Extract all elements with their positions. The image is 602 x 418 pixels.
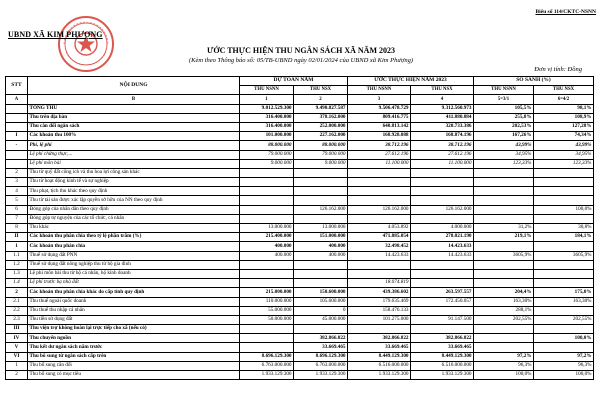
subheader-cell: THU NSX [294, 86, 348, 95]
table-cell: 150.600.000 [294, 288, 348, 297]
table-row [6, 269, 594, 278]
table-cell: 126.162.000 [348, 205, 411, 214]
table-cell: Thu trên địa bàn [28, 113, 240, 122]
table-cell: 97,2% [474, 352, 534, 361]
document-subtitle: (Kèm theo Thông báo số: 05/TB-UBND ngày 02/01/2024 của UBND xã Kim Phượng) [188, 57, 414, 64]
table-cell: VI [6, 352, 28, 361]
table-cell [411, 178, 474, 187]
table-cell [294, 279, 348, 288]
table-cell: Các khoản thu phân chia khác do cấp tỉnh quy định [28, 288, 240, 297]
table-cell: 1.933.129.300 [240, 371, 294, 380]
table-cell: 382.866.822 [294, 334, 348, 343]
subheader-cell: THU NSNN [348, 86, 411, 95]
table-row [6, 196, 594, 205]
table-cell: Lệ phí trước bạ nhà đất [28, 279, 240, 288]
table-cell: 263.597.557 [411, 288, 474, 297]
table-cell: 43,99% [534, 141, 594, 150]
table-cell: 163,30% [534, 297, 594, 306]
table-cell: Thu chuyển nguồn [28, 334, 240, 343]
table-cell [240, 260, 294, 269]
table-cell: V [6, 343, 28, 352]
table-cell: 88.000.000 [240, 141, 294, 150]
table-cell: Thu viện trợ không hoàn lại trực tiếp cho xã (nếu có) [28, 325, 240, 334]
table-cell: 27.612.196 [348, 150, 411, 159]
table-cell [534, 214, 594, 223]
table-cell [348, 168, 411, 177]
official-seal-icon [56, 14, 116, 74]
table-cell [6, 104, 28, 113]
index-cell: 5=3/1 [474, 95, 534, 104]
table-cell: 252.000.000 [294, 122, 348, 131]
table-cell: 184,1% [534, 233, 594, 242]
table-cell: 79.000.000 [294, 150, 348, 159]
table-cell: 400.000 [240, 242, 294, 251]
table-cell [348, 325, 411, 334]
table-cell: 14.423.633 [411, 242, 474, 251]
table-row [6, 306, 594, 315]
index-cell: 3 [348, 95, 411, 104]
table-cell: 34,95% [474, 150, 534, 159]
table-cell [474, 325, 534, 334]
table-cell: 108,9% [534, 113, 594, 122]
table-cell [534, 242, 594, 251]
table-cell [534, 196, 594, 205]
table-cell [6, 150, 28, 159]
table-cell: 167,26% [474, 132, 534, 141]
table-row [6, 251, 594, 260]
table-cell: 50.000.000 [240, 315, 294, 324]
table-cell: 215.400.000 [240, 233, 294, 242]
table-cell: Thu bổ sung cân đối [28, 361, 240, 370]
table-cell [348, 269, 411, 278]
table-cell [534, 187, 594, 196]
table-cell [348, 214, 411, 223]
table-cell [411, 306, 474, 315]
index-cell: 4 [411, 95, 474, 104]
table-cell: 382.866.822 [411, 334, 474, 343]
table-cell [294, 196, 348, 205]
table-cell: 316.400.000 [240, 113, 294, 122]
table-row [6, 334, 594, 343]
table-cell: Lệ phí chứng thực,... [28, 150, 240, 159]
table-cell [534, 325, 594, 334]
table-row [6, 325, 594, 334]
table-cell: 2.1 [6, 297, 28, 306]
table-cell [474, 178, 534, 187]
table-cell: - [6, 141, 28, 150]
table-cell [534, 260, 594, 269]
table-cell: 163,30% [474, 297, 534, 306]
table-cell: 158.476.133 [348, 306, 411, 315]
table-cell: 2 [6, 371, 28, 380]
table-cell [348, 178, 411, 187]
table-cell: TỔNG THU [28, 104, 240, 113]
table-row [6, 315, 594, 324]
table-cell: 2.2 [6, 306, 28, 315]
table-row [6, 297, 594, 306]
table-cell [240, 214, 294, 223]
table-cell: IV [6, 334, 28, 343]
table-cell [294, 214, 348, 223]
table-row [6, 224, 594, 233]
table-cell: III [6, 325, 28, 334]
table-cell: 14.423.633 [411, 251, 474, 260]
table-cell: 11.100.000 [411, 159, 474, 168]
table-cell: 34,95% [534, 150, 594, 159]
table-cell: 5 [6, 196, 28, 205]
table-cell: 101.275.000 [348, 315, 411, 324]
table-cell: 202,55% [534, 315, 594, 324]
table-row [6, 361, 594, 370]
table-cell: 320.733.386 [411, 122, 474, 131]
index-cell: 1 [240, 95, 294, 104]
table-cell [240, 325, 294, 334]
table-cell: 126.162.000 [294, 205, 348, 214]
table-cell [411, 214, 474, 223]
table-cell: 123,33% [534, 159, 594, 168]
table-cell: 0 [294, 306, 348, 315]
table-cell [6, 122, 28, 131]
table-cell: 809.416.775 [348, 113, 411, 122]
table-cell: Thuế sử dụng đất nông nghiệp thu từ hộ gia đình [28, 260, 240, 269]
table-cell: 100,0% [534, 205, 594, 214]
table-cell [474, 242, 534, 251]
table-cell: 6.763.000.000 [294, 361, 348, 370]
budget-table-body [6, 104, 594, 380]
table-cell: Lệ phí môn bài [28, 159, 240, 168]
table-cell: 204,4% [474, 288, 534, 297]
table-row [6, 178, 594, 187]
table-cell: 18.074.819 [348, 279, 411, 288]
table-cell [474, 260, 534, 269]
table-cell: Phí, lệ phí [28, 141, 240, 150]
table-cell [534, 343, 594, 352]
table-cell: I [6, 132, 28, 141]
table-cell [534, 306, 594, 315]
table-cell [534, 269, 594, 278]
table-cell [474, 343, 534, 352]
index-cell: B [28, 95, 240, 104]
header-compare: SO SÁNH (%) [474, 77, 594, 86]
table-cell [240, 334, 294, 343]
table-cell: 3 [6, 178, 28, 187]
table-cell [294, 178, 348, 187]
table-cell [474, 334, 534, 343]
table-cell: 14.423.633 [348, 251, 411, 260]
table-cell [534, 178, 594, 187]
table-cell: 227.162.000 [294, 132, 348, 141]
table-cell [240, 168, 294, 177]
table-cell: 91.147.500 [411, 315, 474, 324]
table-row [6, 352, 594, 361]
table-cell: 31,2% [474, 224, 534, 233]
table-cell [411, 325, 474, 334]
table-cell [348, 196, 411, 205]
table-cell: 100,0% [474, 371, 534, 380]
table-cell: 471.885.054 [348, 233, 411, 242]
table-cell [348, 260, 411, 269]
table-cell [294, 187, 348, 196]
table-cell: 1 [6, 242, 28, 251]
table-cell: Thu kết dư ngân sách năm trước [28, 343, 240, 352]
header-stt: STT [6, 77, 28, 95]
table-cell: Thu phạt, tịch thu khác theo quy định [28, 187, 240, 196]
table-cell [411, 168, 474, 177]
table-cell: 9.000.000 [240, 159, 294, 168]
table-cell: 1.3 [6, 269, 28, 278]
table-cell [240, 205, 294, 214]
table-cell: 13.000.000 [240, 224, 294, 233]
table-cell [411, 196, 474, 205]
table-cell: 172.450.057 [411, 297, 474, 306]
table-cell: 45.000.000 [294, 315, 348, 324]
table-cell: 79.000.000 [240, 150, 294, 159]
index-cell: 2 [294, 95, 348, 104]
table-cell: 38.712.196 [411, 141, 474, 150]
document-title: ƯỚC THỰC HIỆN THU NGÂN SÁCH XÃ NĂM 2023 [206, 46, 395, 55]
table-row [6, 371, 594, 380]
header-actual: ƯỚC THỰC HIỆN NĂM 2023 [348, 77, 474, 86]
table-cell: 6.763.000.000 [240, 361, 294, 370]
table-cell: 32.498.452 [348, 242, 411, 251]
table-cell: 4.000.000 [411, 224, 474, 233]
table-cell: 7 [6, 214, 28, 223]
table-cell: 123,33% [474, 159, 534, 168]
table-cell: 316.400.000 [240, 122, 294, 131]
unit-note: Đơn vị tính: Đồng [534, 66, 582, 73]
table-cell [411, 279, 474, 288]
table-cell: 175,0% [534, 288, 594, 297]
table-cell [534, 279, 594, 288]
table-cell [474, 168, 534, 177]
table-cell: 1.933.129.300 [294, 371, 348, 380]
table-cell: Thu từ quỹ đất công ích và thu hoa lợi công sản khác [28, 168, 240, 177]
table-cell: 27.612.196 [411, 150, 474, 159]
subheader-cell: THU NSNN [240, 86, 294, 95]
table-cell: 1.2 [6, 260, 28, 269]
subheader-cell: THU NSNN [474, 86, 534, 95]
table-row [6, 214, 594, 223]
table-cell: 9.506.478.729 [348, 104, 411, 113]
table-row [6, 343, 594, 352]
table-cell: 30,8% [534, 224, 594, 233]
table-cell: 6.516.000.000 [411, 361, 474, 370]
table-cell [294, 260, 348, 269]
table-cell: 96,3% [534, 361, 594, 370]
table-row [6, 150, 594, 159]
table-row [6, 205, 594, 214]
table-cell: 8.696.129.300 [294, 352, 348, 361]
budget-table [5, 76, 594, 380]
table-cell [294, 168, 348, 177]
table-cell: 255,8% [474, 113, 534, 122]
table-cell [6, 159, 28, 168]
table-cell: 3605,9% [474, 251, 534, 260]
table-cell: 1.933.129.300 [411, 371, 474, 380]
table-cell: 278.021.190 [411, 233, 474, 242]
table-cell: 1 [6, 361, 28, 370]
table-cell: 98,1% [534, 104, 594, 113]
table-cell: 8.449.129.300 [411, 352, 474, 361]
table-row [6, 187, 594, 196]
table-cell [240, 187, 294, 196]
table-cell [294, 269, 348, 278]
table-row [6, 288, 594, 297]
table-cell: 9.490.827.587 [294, 104, 348, 113]
index-cell: 6=4/2 [534, 95, 594, 104]
table-cell: 97,2% [534, 352, 594, 361]
table-cell [411, 269, 474, 278]
table-cell: Đóng góp tự nguyện của các tổ chức, cá nhân [28, 214, 240, 223]
table-cell [294, 325, 348, 334]
table-cell: 219,1% [474, 233, 534, 242]
table-cell: Thu thuế thu nhập cá nhân [28, 306, 240, 315]
table-cell [240, 178, 294, 187]
table-cell: 3605,9% [534, 251, 594, 260]
table-cell: 382.866.822 [348, 334, 411, 343]
table-cell: Lệ phí môn bài thu từ hộ cá nhân, hộ kinh doanh [28, 269, 240, 278]
table-cell: Các khoản thu phân chia theo tỷ lệ phần trăm (%) [28, 233, 240, 242]
table-row [6, 141, 594, 150]
table-cell: 33.669.465 [411, 343, 474, 352]
subheader-cell: THU NSX [534, 86, 594, 95]
table-row [6, 132, 594, 141]
table-cell [474, 187, 534, 196]
header-content: NỘI DUNG [28, 77, 240, 95]
table-row [6, 168, 594, 177]
table-cell [240, 269, 294, 278]
table-cell: 6 [6, 205, 28, 214]
table-cell: 1.4 [6, 279, 28, 288]
table-cell: 4 [6, 187, 28, 196]
table-cell: 288,1% [474, 306, 534, 315]
table-cell [240, 196, 294, 205]
table-cell: Thu tiền sử dụng đất [28, 315, 240, 324]
table-cell: Thu bổ sung có mục tiêu [28, 371, 240, 380]
table-cell: 100,0% [534, 371, 594, 380]
form-code: Biểu số 114/CKTC-NSNN [535, 9, 596, 15]
table-cell: 1.933.129.300 [348, 371, 411, 380]
table-cell: 100,0% [534, 334, 594, 343]
table-cell: Thu thuế ngoài quốc doanh [28, 297, 240, 306]
table-cell [240, 343, 294, 352]
table-cell [474, 279, 534, 288]
table-cell [474, 269, 534, 278]
table-cell: 202,55% [474, 315, 534, 324]
table-cell: 6.516.000.000 [348, 361, 411, 370]
table-cell [348, 187, 411, 196]
table-row [6, 122, 594, 131]
table-cell: 55.000.000 [240, 306, 294, 315]
table-row [6, 279, 594, 288]
table-cell: 13.000.000 [294, 224, 348, 233]
table-cell: 11.100.000 [348, 159, 411, 168]
table-row [6, 242, 594, 251]
table-cell: 33.669.465 [294, 343, 348, 352]
table-cell: 151.000.000 [294, 233, 348, 242]
table-cell: 400.000 [294, 251, 348, 260]
table-cell: 101.000.000 [240, 132, 294, 141]
table-cell: 105.600.000 [294, 297, 348, 306]
table-cell: Thu từ hoạt động kinh tế và sự nghiệp [28, 178, 240, 187]
table-cell [411, 187, 474, 196]
table-cell: 168.928.088 [348, 132, 411, 141]
table-cell: II [6, 233, 28, 242]
table-cell: 74,34% [534, 132, 594, 141]
table-cell: Các khoản thu 100% [28, 132, 240, 141]
table-cell: 2 [6, 168, 28, 177]
table-cell: 88.000.000 [294, 141, 348, 150]
table-cell: 439.386.602 [348, 288, 411, 297]
table-row [6, 113, 594, 122]
table-cell: 411.880.884 [411, 113, 474, 122]
table-cell: Thu từ tài sản được xác lập quyền sở hữu của NN theo quy định [28, 196, 240, 205]
table-cell: 215.000.000 [240, 288, 294, 297]
table-row [6, 159, 594, 168]
table-cell: 127,28% [534, 122, 594, 131]
table-cell: 640.813.142 [348, 122, 411, 131]
table-cell: 126.162.000 [411, 205, 474, 214]
table-cell: 202,53% [474, 122, 534, 131]
table-cell: 4.053.892 [348, 224, 411, 233]
table-cell: 33.669.465 [348, 343, 411, 352]
table-cell: 378.162.000 [294, 113, 348, 122]
table-row [6, 104, 594, 113]
table-cell: 1.1 [6, 251, 28, 260]
index-cell: A [6, 95, 28, 104]
table-cell: 38.712.196 [348, 141, 411, 150]
table-cell: 8 [6, 224, 28, 233]
table-cell: 168.874.196 [411, 132, 474, 141]
table-cell [474, 205, 534, 214]
table-cell: Thuế sử dụng đất PNN [28, 251, 240, 260]
table-cell: Thu cân đối ngân sách [28, 122, 240, 131]
table-cell: 179.635.469 [348, 297, 411, 306]
subheader-cell: THU NSX [411, 86, 474, 95]
table-cell: Thu khác [28, 224, 240, 233]
table-cell: 400.000 [294, 242, 348, 251]
table-cell: 110.000.000 [240, 297, 294, 306]
table-cell: 105,5% [474, 104, 534, 113]
table-cell: 9.312.560.973 [411, 104, 474, 113]
table-row [6, 260, 594, 269]
table-cell: 8.449.129.300 [348, 352, 411, 361]
table-row [6, 233, 594, 242]
table-cell: 2 [6, 288, 28, 297]
table-cell [411, 260, 474, 269]
table-cell: 8.696.129.300 [240, 352, 294, 361]
table-cell: Các khoản thu phân chia [28, 242, 240, 251]
table-cell: 2.3 [6, 315, 28, 324]
table-cell: 43,99% [474, 141, 534, 150]
table-cell: 9.000.000 [294, 159, 348, 168]
table-cell [474, 196, 534, 205]
header-estimate: DỰ TOÁN NĂM [240, 77, 348, 86]
table-cell [534, 168, 594, 177]
organization-name: UBND XÃ KIM PHƯỢNG [8, 30, 103, 39]
table-cell: 400.000 [240, 251, 294, 260]
table-cell [240, 279, 294, 288]
table-cell [6, 113, 28, 122]
table-cell [474, 214, 534, 223]
table-cell: Thu bổ sung từ ngân sách cấp trên [28, 352, 240, 361]
table-cell: Đóng góp của nhân dân theo quy định [28, 205, 240, 214]
table-cell: 9.012.529.300 [240, 104, 294, 113]
table-cell: 96,3% [474, 361, 534, 370]
